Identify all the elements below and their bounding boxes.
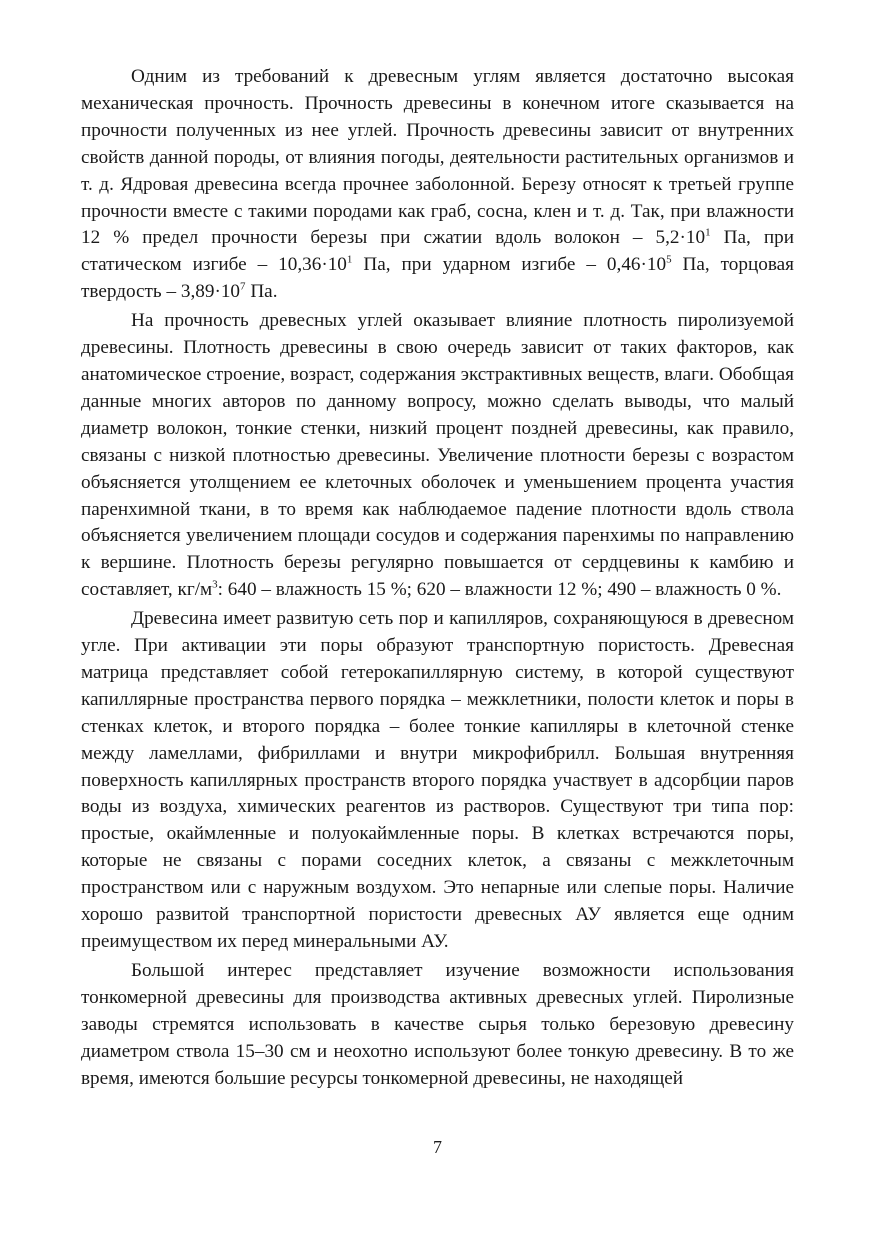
paragraph-porosity <box>81 606 794 956</box>
superscript: 5 <box>666 253 672 266</box>
text-run: На прочность древесных углей оказывает влияние плотность пиролизуемой древесины. Плотность древесины в свою очередь зависит от таких факторов, как анатомическое строение, возраст, содержания экстрактивных веществ, влаги. Обобщая данные многих авторов по данному вопросу, можно сделать выводы, что малый диаметр волокон, тонкие стенки, низкий процент поздней древесины, как правило, связаны с низкой плотностью древесины. Увеличение плотности березы с возрастом объясняется утолщением ее клеточных оболочек и уменьшением процента участия паренхимной ткани, в то время как наблюдаемое падение плотности вдоль ствола объясняется увеличением площади сосудов и содержания паренхимы по направлению к вершине. Плотность березы регулярно повышается от сердцевины к камбию и составляет, кг/м <box>81 310 794 601</box>
superscript: 7 <box>240 280 246 293</box>
superscript: 3 <box>212 578 218 591</box>
superscript: 1 <box>705 227 711 240</box>
text-run: Большой интерес представляет изучение возможности использования тонкомерной древесины для производства активных древесных углей. Пиролизные заводы стремятся использовать в качестве сырья только березовую древесину диаметром ствола 15–30 см и неохотно используют более тонкую древесину. В то же время, имеются большие ресурсы тонкомерной древесины, не находящей <box>81 959 794 1089</box>
paragraph-mechanical-strength <box>81 64 794 306</box>
paragraph-density <box>81 308 794 604</box>
text-run: Па. <box>245 281 278 303</box>
text-run: Па, торцовая твердость – 3,89·10 <box>81 254 794 303</box>
page-body <box>81 64 794 1094</box>
text-run: Па, при статическом изгибе – 10,36·10 <box>81 227 794 276</box>
text-run: Па, при ударном изгибе – 0,46·10 <box>352 254 667 276</box>
paragraph-thin-wood <box>81 958 794 1093</box>
text-run: : 640 – влажность 15 %; 620 – влажности 12 %; 490 – влажность 0 %. <box>217 579 782 601</box>
page-number: 7 <box>433 1137 442 1157</box>
superscript: 1 <box>346 253 353 266</box>
text-run: Древесина имеет развитую сеть пор и капилляров, сохраняющуюся в древесном угле. При активации эти поры образуют транспортную пористость. Древесная матрица представляет собой гетерокапиллярную систему, в которой существуют капиллярные пространства первого порядка – межклетники, полости клеток и поры в стенках клеток, и второго порядка – более тонкие капилляры в клеточной стенке между ламеллами, фибриллами и внутри микрофибрилл. Большая внутренняя поверхность капиллярных пространств второго порядка участвует в адсорбции паров воды из воздуха, химических реагентов из растворов. Существуют три типа пор: простые, окаймленные и полуокаймленные поры. В клетках встречаются поры, которые не связаны с порами соседних клеток, а связаны с межклеточным пространством или с наружным воздухом. Это непарные или слепые поры. Наличие хорошо развитой транспортной пористости древесных АУ является еще одним преимуществом их перед минеральными АУ. <box>81 608 794 952</box>
text-run: Одним из требований к древесным углям является достаточно высокая механическая прочность. Прочность древесины в конечном итоге сказывается на прочности полученных из нее углей. Прочность древесины зависит от внутренних свойств данной породы, от влияния погоды, деятельности растительных организмов и т. д. Ядровая древесина всегда прочнее заболонной. Березу относят к третьей группе прочности вместе с такими породами как граб, сосна, клен и т. д. Так, при влажности 12 % предел прочности березы при сжатии вдоль волокон – 5,2·10 <box>81 66 794 249</box>
